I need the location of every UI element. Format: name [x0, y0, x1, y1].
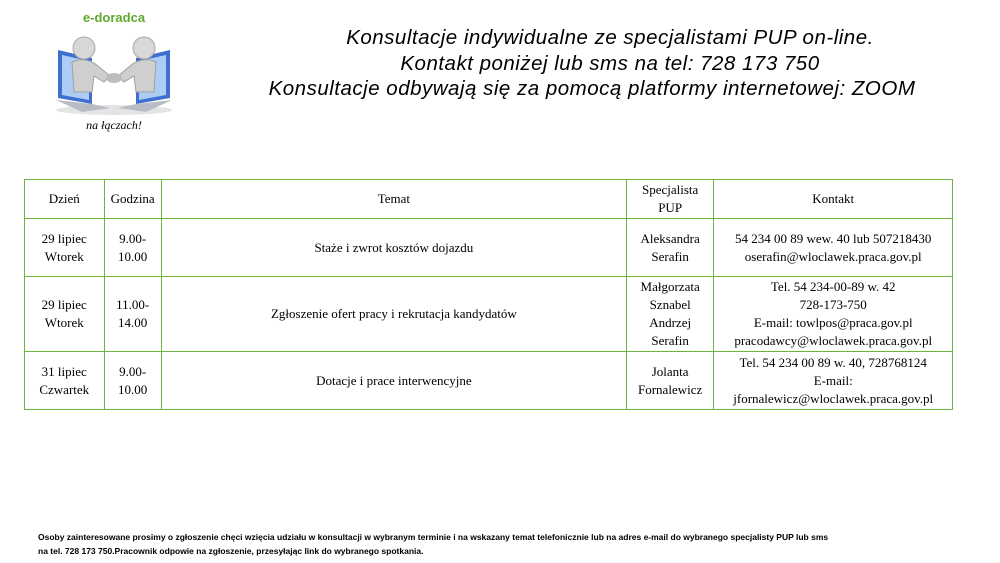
handshake-laptops-icon — [52, 30, 176, 116]
table-row — [25, 277, 953, 352]
day-cell — [25, 219, 105, 277]
headline-line-1: Konsultacje indywidualne ze specjalistami PUP on-line. — [346, 26, 874, 49]
day-date: 31 lipiec — [41, 363, 87, 379]
day-cell — [25, 352, 105, 410]
hour-cell — [104, 219, 161, 277]
headline-line-3: Konsultacje odbywają się za pomocą platformy internetowej: ZOOM — [268, 77, 916, 100]
hour-end: 10.00 — [118, 248, 148, 264]
topic-cell: Dotacje i prace interwencyjne — [161, 352, 626, 410]
contact-phone: Tel. 54 234-00-89 w. 42 — [770, 279, 896, 294]
specialist-line: Fornalewicz — [638, 381, 703, 397]
specialist-line: Serafin — [651, 333, 689, 348]
topic-cell: Zgłoszenie ofert pracy i rekrutacja kandydatów — [161, 277, 626, 352]
topic-cell: Staże i zwrot kosztów dojazdu — [161, 219, 626, 277]
specialist-cell — [626, 352, 714, 410]
hour-start: 11.00- — [116, 297, 150, 312]
contact-phone: 54 234 00 89 wew. 40 lub 507218430 — [735, 230, 932, 246]
day-cell — [25, 277, 105, 352]
specialist-line: Aleksandra — [640, 230, 700, 246]
day-weekday: Czwartek — [39, 381, 90, 397]
day-weekday: Wtorek — [44, 315, 84, 330]
contact-phone: Tel. 54 234 00 89 w. 40, 728768124 — [739, 354, 927, 370]
hour-end: 14.00 — [118, 315, 148, 330]
column-header-contact: Kontakt — [714, 180, 953, 219]
logo-brand-text: e-doradca — [82, 10, 146, 25]
footnote-line-1: Osoby zainteresowane prosimy o zgłoszenie chęci wzięcia udziału w konsultacji w wybranym terminie i na wskazany temat telefonicznie lub na adres e-mail do wybranego specjalisty PUP lub sms — [38, 532, 829, 542]
column-header-topic: Temat — [161, 180, 626, 219]
contact-email[interactable]: pracodawcy@wloclawek.praca.gov.pl — [734, 333, 933, 348]
specialist-cell — [626, 219, 714, 277]
day-date: 29 lipiec — [41, 297, 87, 312]
contact-sms: 728-173-750 — [799, 297, 867, 312]
column-header-specialist: Specjalista PUP — [626, 180, 714, 219]
column-header-hour: Godzina — [104, 180, 161, 219]
table-row — [25, 352, 953, 410]
hour-cell — [104, 352, 161, 410]
hour-start: 9.00- — [119, 363, 147, 379]
logo-tagline: na łączach! — [86, 118, 142, 132]
table-header-row — [25, 180, 953, 219]
specialist-line: Serafin — [651, 248, 689, 264]
table-row — [25, 219, 953, 277]
contact-cell — [714, 219, 953, 277]
specialist-cell — [626, 277, 714, 352]
hour-start: 9.00- — [119, 230, 147, 246]
hour-end: 10.00 — [118, 381, 148, 397]
day-weekday: Wtorek — [44, 248, 84, 264]
specialist-line: Andrzej — [649, 315, 692, 330]
headline-line-2: Kontakt poniżej lub sms na tel: 728 173 750 — [400, 52, 820, 75]
specialist-line: Jolanta — [651, 363, 689, 379]
contact-email[interactable]: jfornalewicz@wloclawek.praca.gov.pl — [733, 390, 934, 406]
contact-cell — [714, 277, 953, 352]
contact-email-label: E-mail: — [813, 372, 853, 388]
day-date: 29 lipiec — [41, 230, 87, 246]
specialist-line: Sznabel — [649, 297, 691, 312]
consultation-schedule-table — [24, 179, 953, 410]
contact-email[interactable]: E-mail: towlpos@praca.gov.pl — [753, 315, 913, 330]
contact-cell — [714, 352, 953, 410]
footnote — [38, 530, 988, 558]
column-header-day: Dzień — [25, 180, 105, 219]
contact-email[interactable]: oserafin@wloclawek.praca.gov.pl — [744, 248, 922, 264]
footnote-line-2: na tel. 728 173 750.Pracownik odpowie na zgłoszenie, przesyłając link do wybranego spotkania. — [38, 546, 424, 556]
e-doradca-logo — [44, 6, 194, 136]
hour-cell — [104, 277, 161, 352]
specialist-line: Małgorzata — [640, 279, 700, 294]
